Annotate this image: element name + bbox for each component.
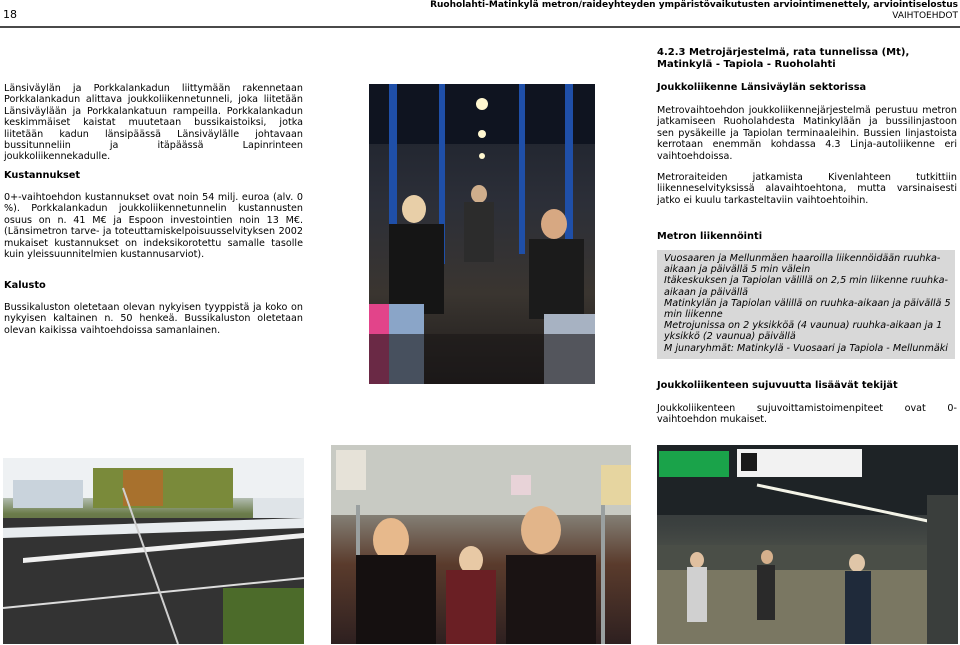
running-title: Ruoholahti-Matinkylä metron/raideyhteyden ympäristövaikutusten arviointimenettely, arviointiselostus	[430, 0, 958, 10]
westway-paragraph-2: Metroraiteiden jatkamista Kivenlahteen tutkittiin liikenneselvityksissä alavaihtoehtona, mutta varsinaisesti jatko ei kuulu tarkasteltaviin vaihtoehtoihin.	[657, 172, 957, 206]
metro-operation-list	[657, 250, 955, 354]
bus-interior-illustration	[369, 84, 595, 384]
smoothness-paragraph: Joukkoliikenteen sujuvoittamistoimenpiteet ovat 0-vaihtoehdon mukaiset.	[657, 403, 957, 426]
metro-station-platform-photo	[657, 445, 958, 644]
metro-operation-item: Vuosaaren ja Mellunmäen haaroilla liikennöidään ruuhka-aikaan ja päivällä 5 min välein	[664, 253, 941, 276]
metro-operation-box	[657, 250, 955, 359]
metro-operation-item: Matinkylän ja Tapiolan välillä on ruuhka-aikaan ja päivällä 5 min liikenne	[664, 297, 951, 321]
running-subtitle: VAIHTOEHDOT	[892, 11, 958, 21]
costs-heading: Kustannukset	[4, 170, 81, 181]
metro-operation-item: Itäkeskuksen ja Tapiolan välillä on 2,5 min liikenne ruuhka-aikaan ja päivällä	[664, 275, 949, 298]
bus-depot-illustration	[3, 458, 304, 644]
fleet-paragraph: Bussikaluston oletetaan olevan nykyisen tyyppistä ja koko on nykyisen kaltainen n. 50 henkeä. Bussikaluston oletetaan olevan kaikissa vaihtoehdoissa samanlainen.	[4, 302, 303, 336]
page-number: 18	[3, 8, 17, 21]
metro-operation-item: Metrojunissa on 2 yksikköä (4 vaunua) ruuhka-aikaan ja 1 yksikkö (2 vaunua) päivällä	[664, 320, 943, 343]
section-title: 4.2.3 Metrojärjestelmä, rata tunnelissa (Mt), Matinkylä - Tapiola - Ruoholahti	[657, 47, 910, 70]
header-rule	[0, 26, 960, 28]
metro-station-illustration	[657, 445, 958, 644]
bus-interior-photo	[369, 84, 595, 384]
costs-paragraph: 0+-vaihtoehdon kustannukset ovat noin 54 milj. euroa (alv. 0 %). Porkkalankadun joukkoliikennetunnelin kustannusten osuus on n. 41 M€ ja Espoon investointien noin 13 M€. (Länsimetron tarve- ja toteuttamiskelpoisuusselvityksen 2002 mukaiset kustannukset on indeksikorotettu samalle tasolle kuin yleissuunnitelmien kustannusarviot).	[4, 192, 303, 261]
intro-paragraph: Länsiväylän ja Porkkalankadun liittymään rakennetaan Porkkalankadun alittava joukkoliikennetunneli, joka liitetään Länsiväylään ja Porkkalankatuun rampeilla. Porkkalankadun keskimmäiset kaistat muutetaan bussikaistoiksi, jotka liitetään kadun länsipäässä Länsiväylälle johtavaan bussitunneliin ja itäpäässä Lapinrinteen joukkoliikennekadulle.	[4, 83, 303, 163]
bus-depot-photo	[3, 458, 304, 644]
metro-operation-heading: Metron liikennöinti	[657, 231, 763, 242]
metro-operation-item: M junaryhmät: Matinkylä - Vuosaari ja Tapiola - Mellunmäki	[664, 342, 948, 354]
metro-train-interior-illustration	[331, 445, 631, 644]
fleet-heading: Kalusto	[4, 280, 46, 291]
westway-paragraph: Metrovaihtoehdon joukkoliikennejärjestelmä perustuu metron jatkamiseen Ruoholahdesta Matinkylään ja bussilinjastoon sen pysäkeille ja Tapiolan terminaaleihin. Bussien linjastoista kerrotaan enemmän kohdassa 4.3 Linja-autoliikenne eri vaihtoehdoissa.	[657, 105, 957, 162]
westway-heading: Joukkoliikenne Länsiväylän sektorissa	[657, 82, 867, 93]
metro-train-interior-photo	[331, 445, 631, 644]
smoothness-heading: Joukkoliikenteen sujuvuutta lisäävät tekijät	[657, 380, 898, 391]
